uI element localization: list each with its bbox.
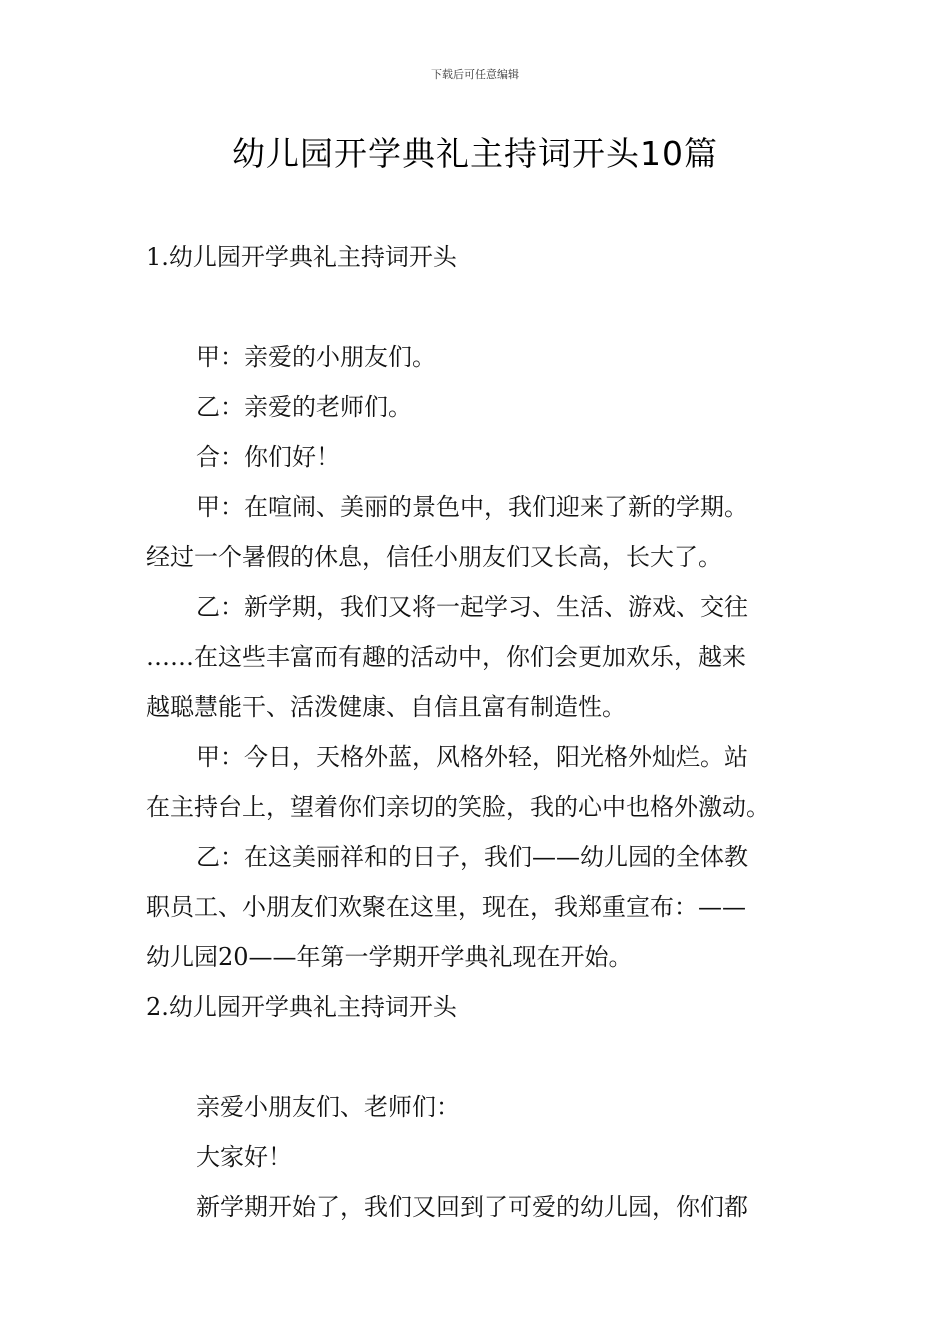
paragraph-line: 经过一个暑假的休息，信任小朋友们又长高，长大了。 (146, 543, 722, 571)
paragraph-line: ……在这些丰富而有趣的活动中，你们会更加欢乐，越来 (146, 643, 746, 671)
header-note: 下载后可任意编辑 (431, 68, 519, 81)
paragraph-line: 甲：在喧闹、美丽的景色中，我们迎来了新的学期。 (196, 493, 748, 521)
paragraph-line: 新学期开始了，我们又回到了可爱的幼儿园，你们都 (196, 1193, 748, 1221)
paragraph (146, 832, 808, 982)
document-body (146, 232, 808, 1232)
paragraph (146, 482, 808, 582)
section-heading-1: 1.幼儿园开学典礼主持词开头 (146, 243, 457, 271)
paragraph: 亲爱小朋友们、老师们： (196, 1093, 460, 1121)
paragraph (146, 582, 808, 732)
paragraph: 乙：亲爱的老师们。 (196, 393, 412, 421)
spacer (146, 1032, 808, 1082)
section-heading-2: 2.幼儿园开学典礼主持词开头 (146, 993, 457, 1021)
paragraph-line: 乙：在这美丽祥和的日子，我们——幼儿园的全体教 (196, 843, 748, 871)
paragraph-line: 幼儿园20——年第一学期开学典礼现在开始。 (146, 943, 633, 971)
paragraph: 合：你们好！ (196, 443, 340, 471)
spacer (146, 282, 808, 332)
paragraph-line: 越聪慧能干、活泼健康、自信且富有制造性。 (146, 693, 626, 721)
paragraph-line: 职员工、小朋友们欢聚在这里，现在，我郑重宣布：—— (146, 893, 746, 921)
paragraph: 甲：亲爱的小朋友们。 (196, 343, 436, 371)
paragraph: 大家好！ (196, 1143, 292, 1171)
paragraph-line: 乙：新学期，我们又将一起学习、生活、游戏、交往 (196, 593, 748, 621)
paragraph-line: 在主持台上，望着你们亲切的笑脸，我的心中也格外激动。 (146, 793, 770, 821)
document-title: 幼儿园开学典礼主持词开头10篇 (232, 134, 718, 173)
paragraph (146, 732, 808, 832)
paragraph-line: 甲：今日，天格外蓝，风格外轻，阳光格外灿烂。站 (196, 743, 748, 771)
